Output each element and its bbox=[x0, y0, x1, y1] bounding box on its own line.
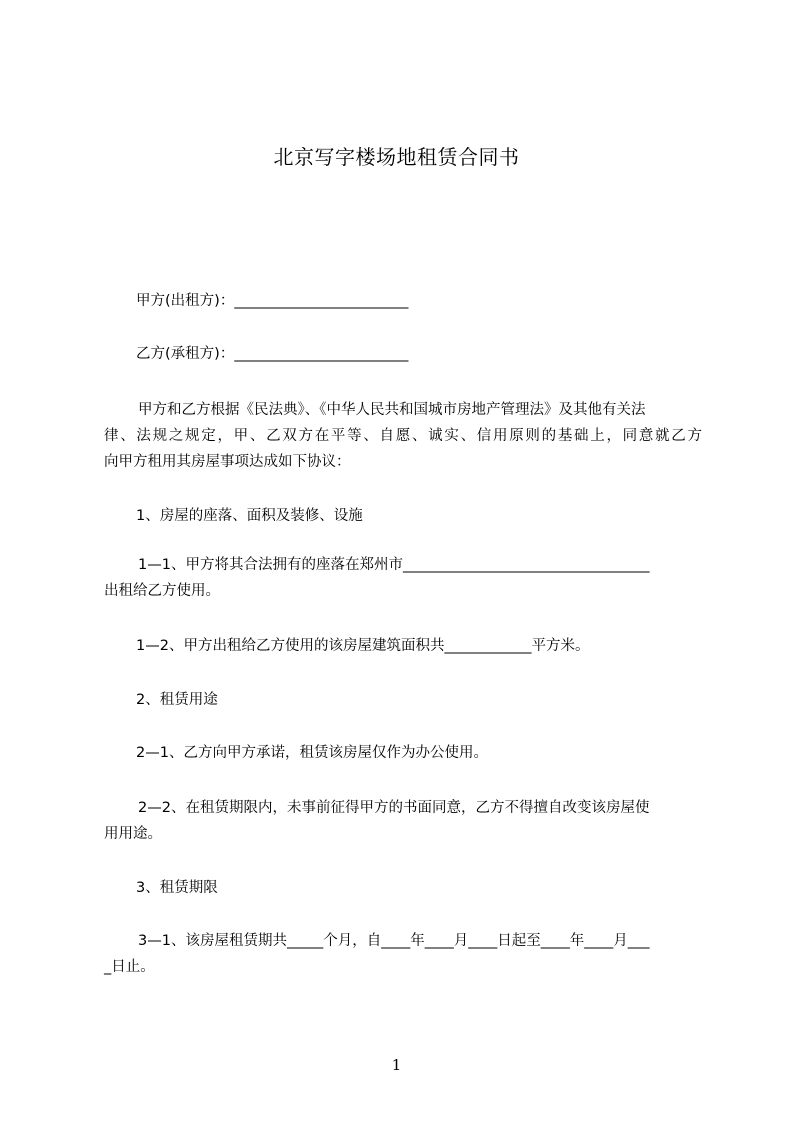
party-b-line: 乙方(承租方)：________________________ bbox=[136, 346, 409, 362]
page-number: 1 bbox=[391, 1056, 402, 1074]
clause-2-2 bbox=[104, 795, 702, 847]
intro-line-3: 向甲方租用其房屋事项达成如下协议： bbox=[104, 454, 351, 470]
section-3-heading: 3、租赁期限 bbox=[136, 880, 218, 896]
clause-2-2-line-2: 用用途。 bbox=[104, 826, 162, 842]
clause-2-2-line-1: 2—2、在租赁期限内，未事前征得甲方的书面同意，乙方不得擅自改变该房屋使 bbox=[138, 800, 650, 816]
clause-3-1 bbox=[104, 928, 702, 980]
clause-3-1-line-2: _日止。 bbox=[104, 959, 155, 975]
clause-1-1-line-2: 出租给乙方使用。 bbox=[104, 583, 220, 599]
party-a-line: 甲方(出租方)：________________________ bbox=[136, 293, 409, 309]
clause-2-1: 2—1、乙方向甲方承诺，租赁该房屋仅作为办公使用。 bbox=[136, 745, 488, 761]
intro-paragraph bbox=[104, 397, 702, 475]
intro-line-1: 甲方和乙方根据《民法典》、《中华人民共和国城市房地产管理法》及其他有关法 bbox=[138, 402, 646, 418]
document-title: 北京写字楼场地租赁合同书 bbox=[273, 145, 520, 169]
clause-1-1-line-1: 1—1、甲方将其合法拥有的座落在郑州市__________________________________ bbox=[138, 557, 650, 573]
clause-1-2: 1—2、甲方出租给乙方使用的该房屋建筑面积共____________平方米。 bbox=[136, 638, 590, 654]
clause-1-1 bbox=[104, 552, 702, 604]
section-1-heading: 1、房屋的座落、面积及装修、设施 bbox=[136, 508, 363, 524]
section-2-heading: 2、租赁用途 bbox=[136, 692, 218, 708]
clause-3-1-line-1: 3—1、该房屋租赁期共_____个月，自____年____月____日起至____年____月___ bbox=[138, 933, 650, 949]
intro-line-2: 律、法规之规定，甲、乙双方在平等、自愿、诚实、信用原则的基础上，同意就乙方 bbox=[104, 428, 702, 444]
